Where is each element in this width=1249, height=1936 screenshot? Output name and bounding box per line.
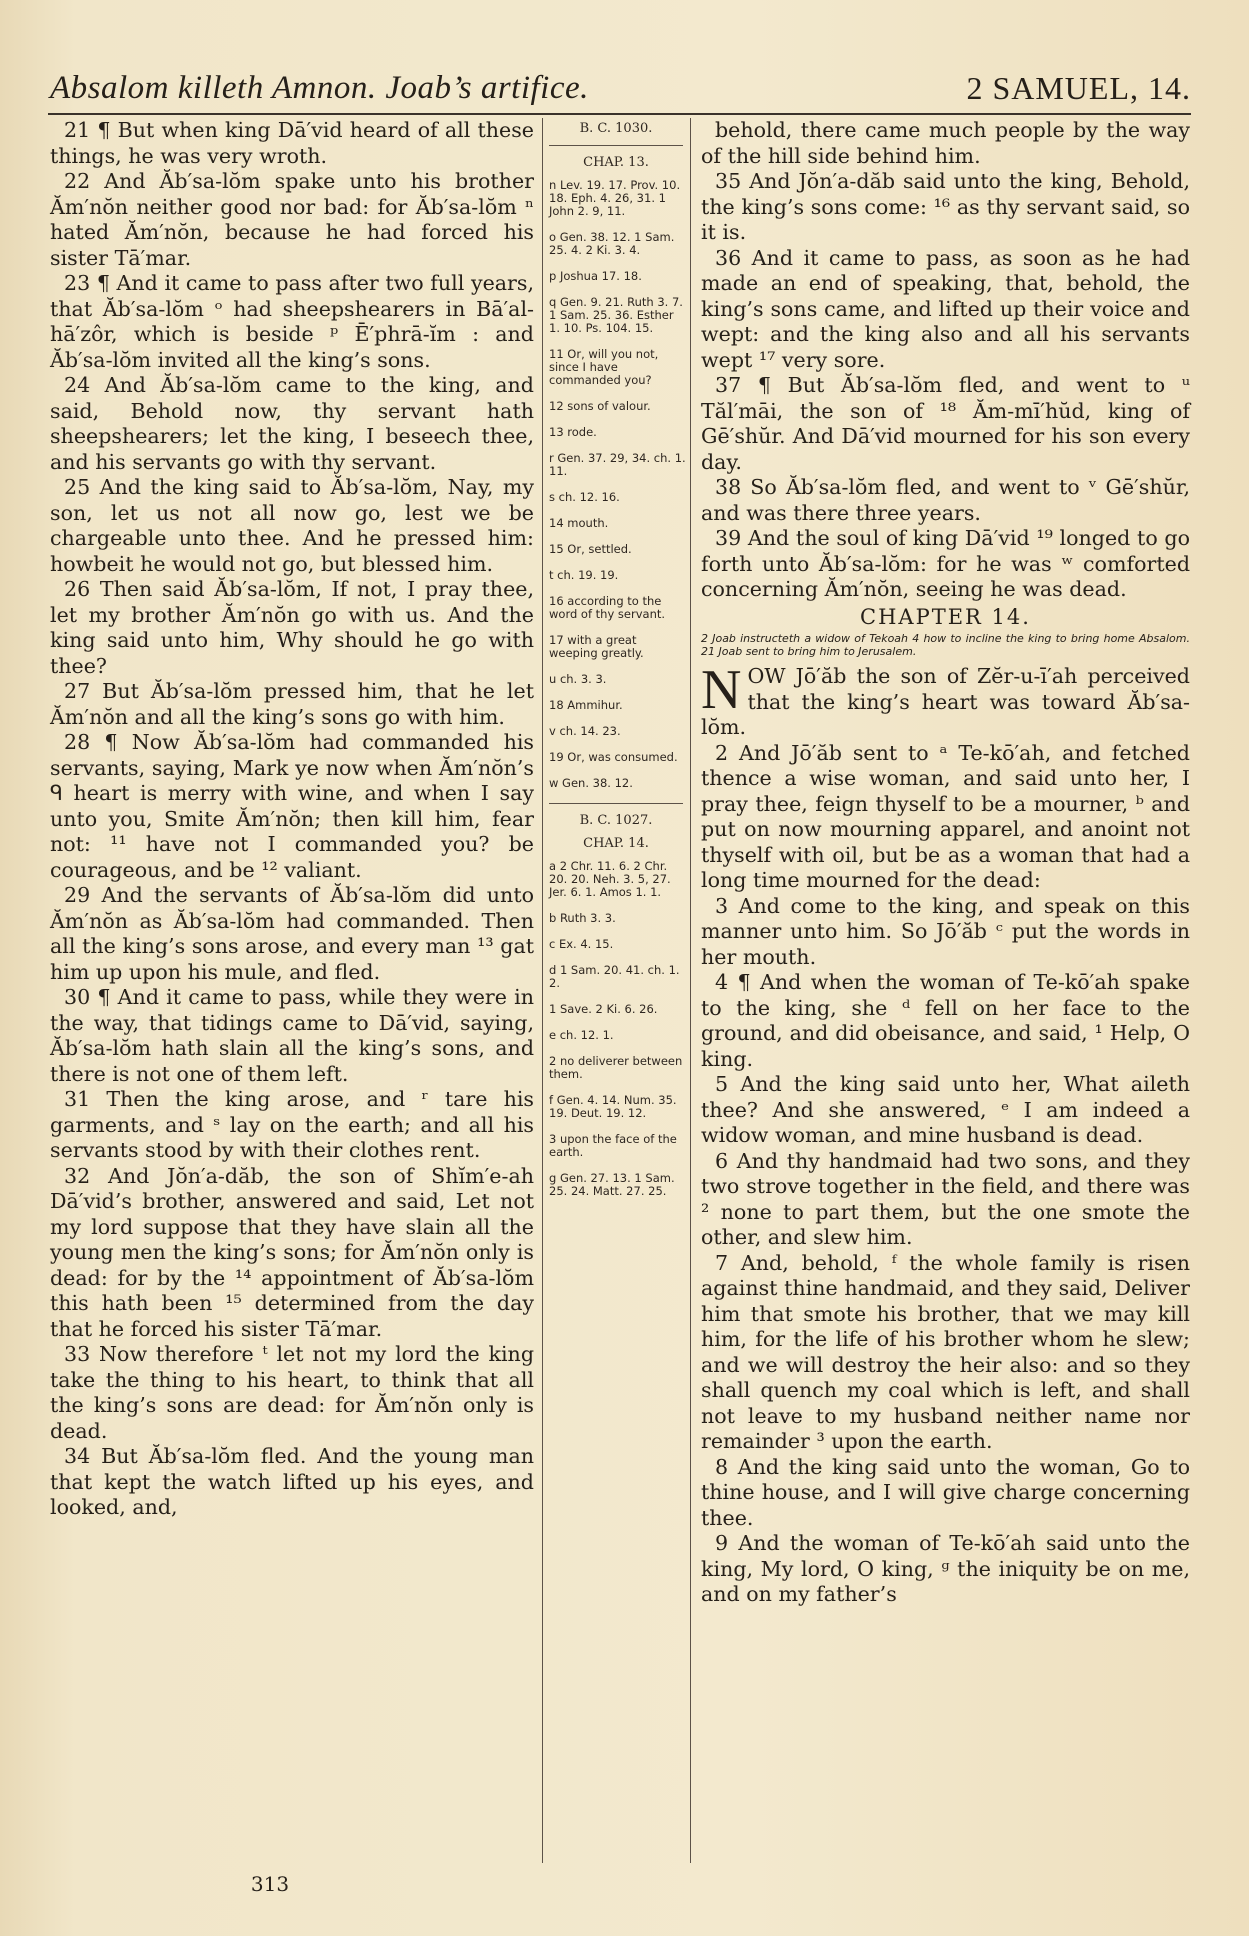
cross-reference-column: [545, 118, 687, 1211]
cross-reference: e ch. 12. 1.: [549, 1028, 614, 1042]
chapter-heading: CHAPTER 14.: [860, 604, 1031, 629]
cross-reference: 18 Ammihur.: [549, 698, 623, 712]
verse-1: [701, 659, 1190, 741]
margin-heading: B. C. 1030.: [579, 121, 653, 136]
verse: 7 And, behold, ᶠ the whole family is risen against thine handmaid, and they said, Deliver him that smote his brother, that we may kill him, for the life of his brother whom he slew; and we will destroy the heir also: and so they shall quench my coal which is left, and shall not leave to my husband neither name nor remainder ³ upon the earth.: [701, 1250, 1190, 1453]
verse: 31 Then the king arose, and ʳ tare his garments, and ˢ lay on the earth; and all his servants stood by with their clothes rent.: [50, 1087, 534, 1162]
cross-reference: q Gen. 9. 21. Ruth 3. 7. 1 Sam. 25. 36. Esther 1. 10. Ps. 104. 15.: [549, 295, 683, 335]
verse: 34 But Ăb′sa-lŏm fled. And the young man that kept the watch lifted up his eyes, and looked, and,: [50, 1444, 534, 1519]
verse: 38 So Ăb′sa-lŏm fled, and went to ᵛ Gē′shŭr, and was there three years.: [701, 475, 1190, 525]
cross-reference: c Ex. 4. 15.: [549, 937, 614, 951]
verse: 22 And Ăb′sa-lŏm spake unto his brother Ăm′nŏn neither good nor bad: for Ăb′sa-lŏm ⁿ hated Ăm′nŏn, because he had forced his sister Tā′mar.: [50, 169, 534, 270]
header-rule: [48, 113, 1191, 115]
cross-reference: p Joshua 17. 18.: [549, 269, 642, 283]
verse: 33 Now therefore ᵗ let not my lord the king take the thing to his heart, to think that all the king’s sons are dead: for Ăm′nŏn only is dead.: [50, 1342, 534, 1443]
cross-reference: s ch. 12. 16.: [549, 490, 620, 504]
verse-1-text: OW Jō′ăb the son of Zĕr-u-ī′ah perceived that the king’s heart was toward Ăb′sa-lŏm.: [701, 664, 1190, 739]
header-right: 2 SAMUEL, 14.: [966, 70, 1191, 106]
cross-reference: 16 according to the word of thy servant.: [549, 594, 666, 621]
cross-reference: w Gen. 38. 12.: [549, 776, 633, 790]
verse: 30 ¶ And it came to pass, while they were in the way, that tidings came to Dā′vid, saying, Ăb′sa-lŏm hath slain all the king’s sons, and there is not one of them left.: [50, 985, 534, 1086]
right-text-column: [701, 118, 1190, 1608]
verse: 29 And the servants of Ăb′sa-lŏm did unto Ăm′nŏn as Ăb′sa-lŏm had commanded. Then all the king’s sons arose, and every man ¹³ gat him up upon his mule, and fled.: [50, 883, 534, 984]
cross-reference: t ch. 19. 19.: [549, 568, 619, 582]
cross-reference: 19 Or, was consumed.: [549, 750, 678, 764]
cross-reference: 2 no deliverer between them.: [549, 1054, 683, 1081]
verse: 25 And the king said to Ăb′sa-lŏm, Nay, my son, let us not all now go, lest we be chargeable unto thee. And he pressed him: howbeit he would not go, but blessed him.: [50, 475, 534, 576]
cross-reference: 11 Or, will you not, since I have commanded you?: [549, 347, 659, 387]
verse: 32 And Jŏn′a-dăb, the son of Shĭm′e-ah Dā′vid’s brother, answered and said, Let not my lord suppose that they have slain all the young men the king’s sons; for Ăm′nŏn only is dead: for by the ¹⁴ appointment of Ăb′sa-lŏm this hath been ¹⁵ determined from the day that he forced his sister Tā′mar.: [50, 1163, 534, 1341]
cross-reference: u ch. 3. 3.: [549, 672, 607, 686]
cross-reference: n Lev. 19. 17. Prov. 10. 18. Eph. 4. 26, 31. 1 John 2. 9, 11.: [549, 178, 681, 218]
verse: 6 And thy handmaid had two sons, and they two strove together in the field, and there was ² none to part them, but the one smote the other, and slew him.: [701, 1148, 1190, 1249]
verse: 9 And the woman of Te-kō′ah said unto the king, My lord, O king, ᵍ the iniquity be on me, and on my father’s: [701, 1531, 1190, 1606]
verse: 23 ¶ And it came to pass after two full years, that Ăb′sa-lŏm ᵒ had sheepshearers in Bā′al-hā′zôr, which is beside ᵖ Ē′phrā-ĭm : and Ăb′sa-lŏm invited all the king’s sons.: [50, 271, 534, 372]
verse: 2 And Jō′ăb sent to ᵃ Te-kō′ah, and fetched thence a wise woman, and said unto her, I pray thee, feign thyself to be a mourner, ᵇ and put on now mourning apparel, and anoint not thyself with oil, but be as a woman that had a long time mourned for the dead:: [701, 740, 1190, 892]
cross-reference: 15 Or, settled.: [549, 542, 632, 556]
cross-reference: a 2 Chr. 11. 6. 2 Chr. 20. 20. Neh. 3. 5, 27. Jer. 6. 1. Amos 1. 1.: [549, 859, 671, 899]
verse: 24 And Ăb′sa-lŏm came to the king, and said, Behold now, thy servant hath sheepshearers; let the king, I beseech thee, and his servants go with thy servant.: [50, 373, 534, 474]
cross-reference: d 1 Sam. 20. 41. ch. 1. 2.: [549, 963, 680, 990]
running-header: [50, 70, 1191, 118]
cross-reference: o Gen. 38. 12. 1 Sam. 25. 4. 2 Ki. 3. 4.: [549, 230, 675, 257]
verse: 21 ¶ But when king Dā′vid heard of all these things, he was very wroth.: [50, 118, 534, 168]
cross-reference: b Ruth 3. 3.: [549, 911, 616, 925]
column-divider-right: [690, 118, 691, 1863]
separator: [549, 803, 683, 804]
verse: 3 And come to the king, and speak on this manner unto him. So Jō′ăb ᶜ put the words in her mouth.: [701, 893, 1190, 969]
chapter-13-end: [701, 118, 1190, 603]
header-left: Absalom killeth Amnon. Joab’s artifice.: [50, 70, 589, 106]
verse: 37 ¶ But Ăb′sa-lŏm fled, and went to ᵘ Tăl′māi, the son of ¹⁸ Ăm-mī′hŭd, king of Gē′shŭr. And Dā′vid mourned for his son every day.: [701, 373, 1190, 474]
margin-heading: CHAP. 13.: [583, 155, 649, 170]
verse: 39 And the soul of king Dā′vid ¹⁹ longed to go forth unto Ăb′sa-lŏm: for he was ʷ comforted concerning Ăm′nŏn, seeing he was dead.: [701, 526, 1190, 601]
cross-reference: 12 sons of valour.: [549, 399, 651, 413]
verse: 36 And it came to pass, as soon as he had made an end of speaking, that, behold, the king’s sons came, and lifted up their voice and wept: and the king also and all his servants wept ¹⁷ very sore.: [701, 245, 1190, 372]
verse: 8 And the king said unto the woman, Go to thine house, and I will give charge concerning thee.: [701, 1454, 1190, 1530]
chapter-summary: 2 Joab instructeth a widow of Tekoah 4 how to incline the king to bring home Absalom. 21 Joab sent to bring him to Jerusalem.: [701, 632, 1190, 658]
verse: 4 ¶ And when the woman of Te-kō′ah spake to the king, she ᵈ fell on her face to the ground, and did obeisance, and said, ¹ Help, O king.: [701, 970, 1190, 1071]
cross-reference: r Gen. 37. 29, 34. ch. 1. 11.: [549, 451, 686, 478]
chapter-14-verses: [701, 741, 1190, 1608]
cross-reference: 3 upon the face of the earth.: [549, 1132, 677, 1159]
cross-reference: g Gen. 27. 13. 1 Sam. 25. 24. Matt. 27. 25.: [549, 1171, 675, 1198]
separator: [549, 145, 683, 146]
verse: 28 ¶ Now Ăb′sa-lŏm had commanded his servants, saying, Mark ye now when Ăm′nŏn’s ᑫ heart is merry with wine, and when I say unto you, Smite Ăm′nŏn; then kill him, fear not: ¹¹ have not I commanded you? be courageous, and be ¹² valiant.: [50, 730, 534, 882]
cross-reference: 1 Save. 2 Ki. 6. 26.: [549, 1002, 658, 1016]
cross-reference: v ch. 14. 23.: [549, 724, 621, 738]
margin-heading: B. C. 1027.: [579, 813, 653, 828]
verse: 5 And the king said unto her, What aileth thee? And she answered, ᵉ I am indeed a widow woman, and mine husband is dead.: [701, 1072, 1190, 1147]
left-text-column: [50, 118, 534, 1521]
verse: 35 And Jŏn′a-dăb said unto the king, Behold, the king’s sons come: ¹⁶ as thy servant said, so it is.: [701, 169, 1190, 244]
cross-reference: f Gen. 4. 14. Num. 35. 19. Deut. 19. 12.: [549, 1093, 677, 1120]
cross-reference: 14 mouth.: [549, 516, 609, 530]
cross-reference: 17 with a great weeping greatly.: [549, 633, 644, 660]
verse: 26 Then said Ăb′sa-lŏm, If not, I pray thee, let my brother Ăm′nŏn go with us. And the king said unto him, Why should he go with thee?: [50, 577, 534, 678]
margin-heading: CHAP. 14.: [583, 836, 649, 851]
cross-reference: 13 rode.: [549, 425, 597, 439]
page-number: 313: [250, 1872, 290, 1896]
verse: behold, there came much people by the way of the hill side behind him.: [701, 118, 1190, 168]
verse: 27 But Ăb′sa-lŏm pressed him, that he let Ăm′nŏn and all the king’s sons go with him.: [50, 679, 534, 729]
column-divider-left: [542, 118, 543, 1863]
drop-cap: N: [701, 659, 742, 721]
